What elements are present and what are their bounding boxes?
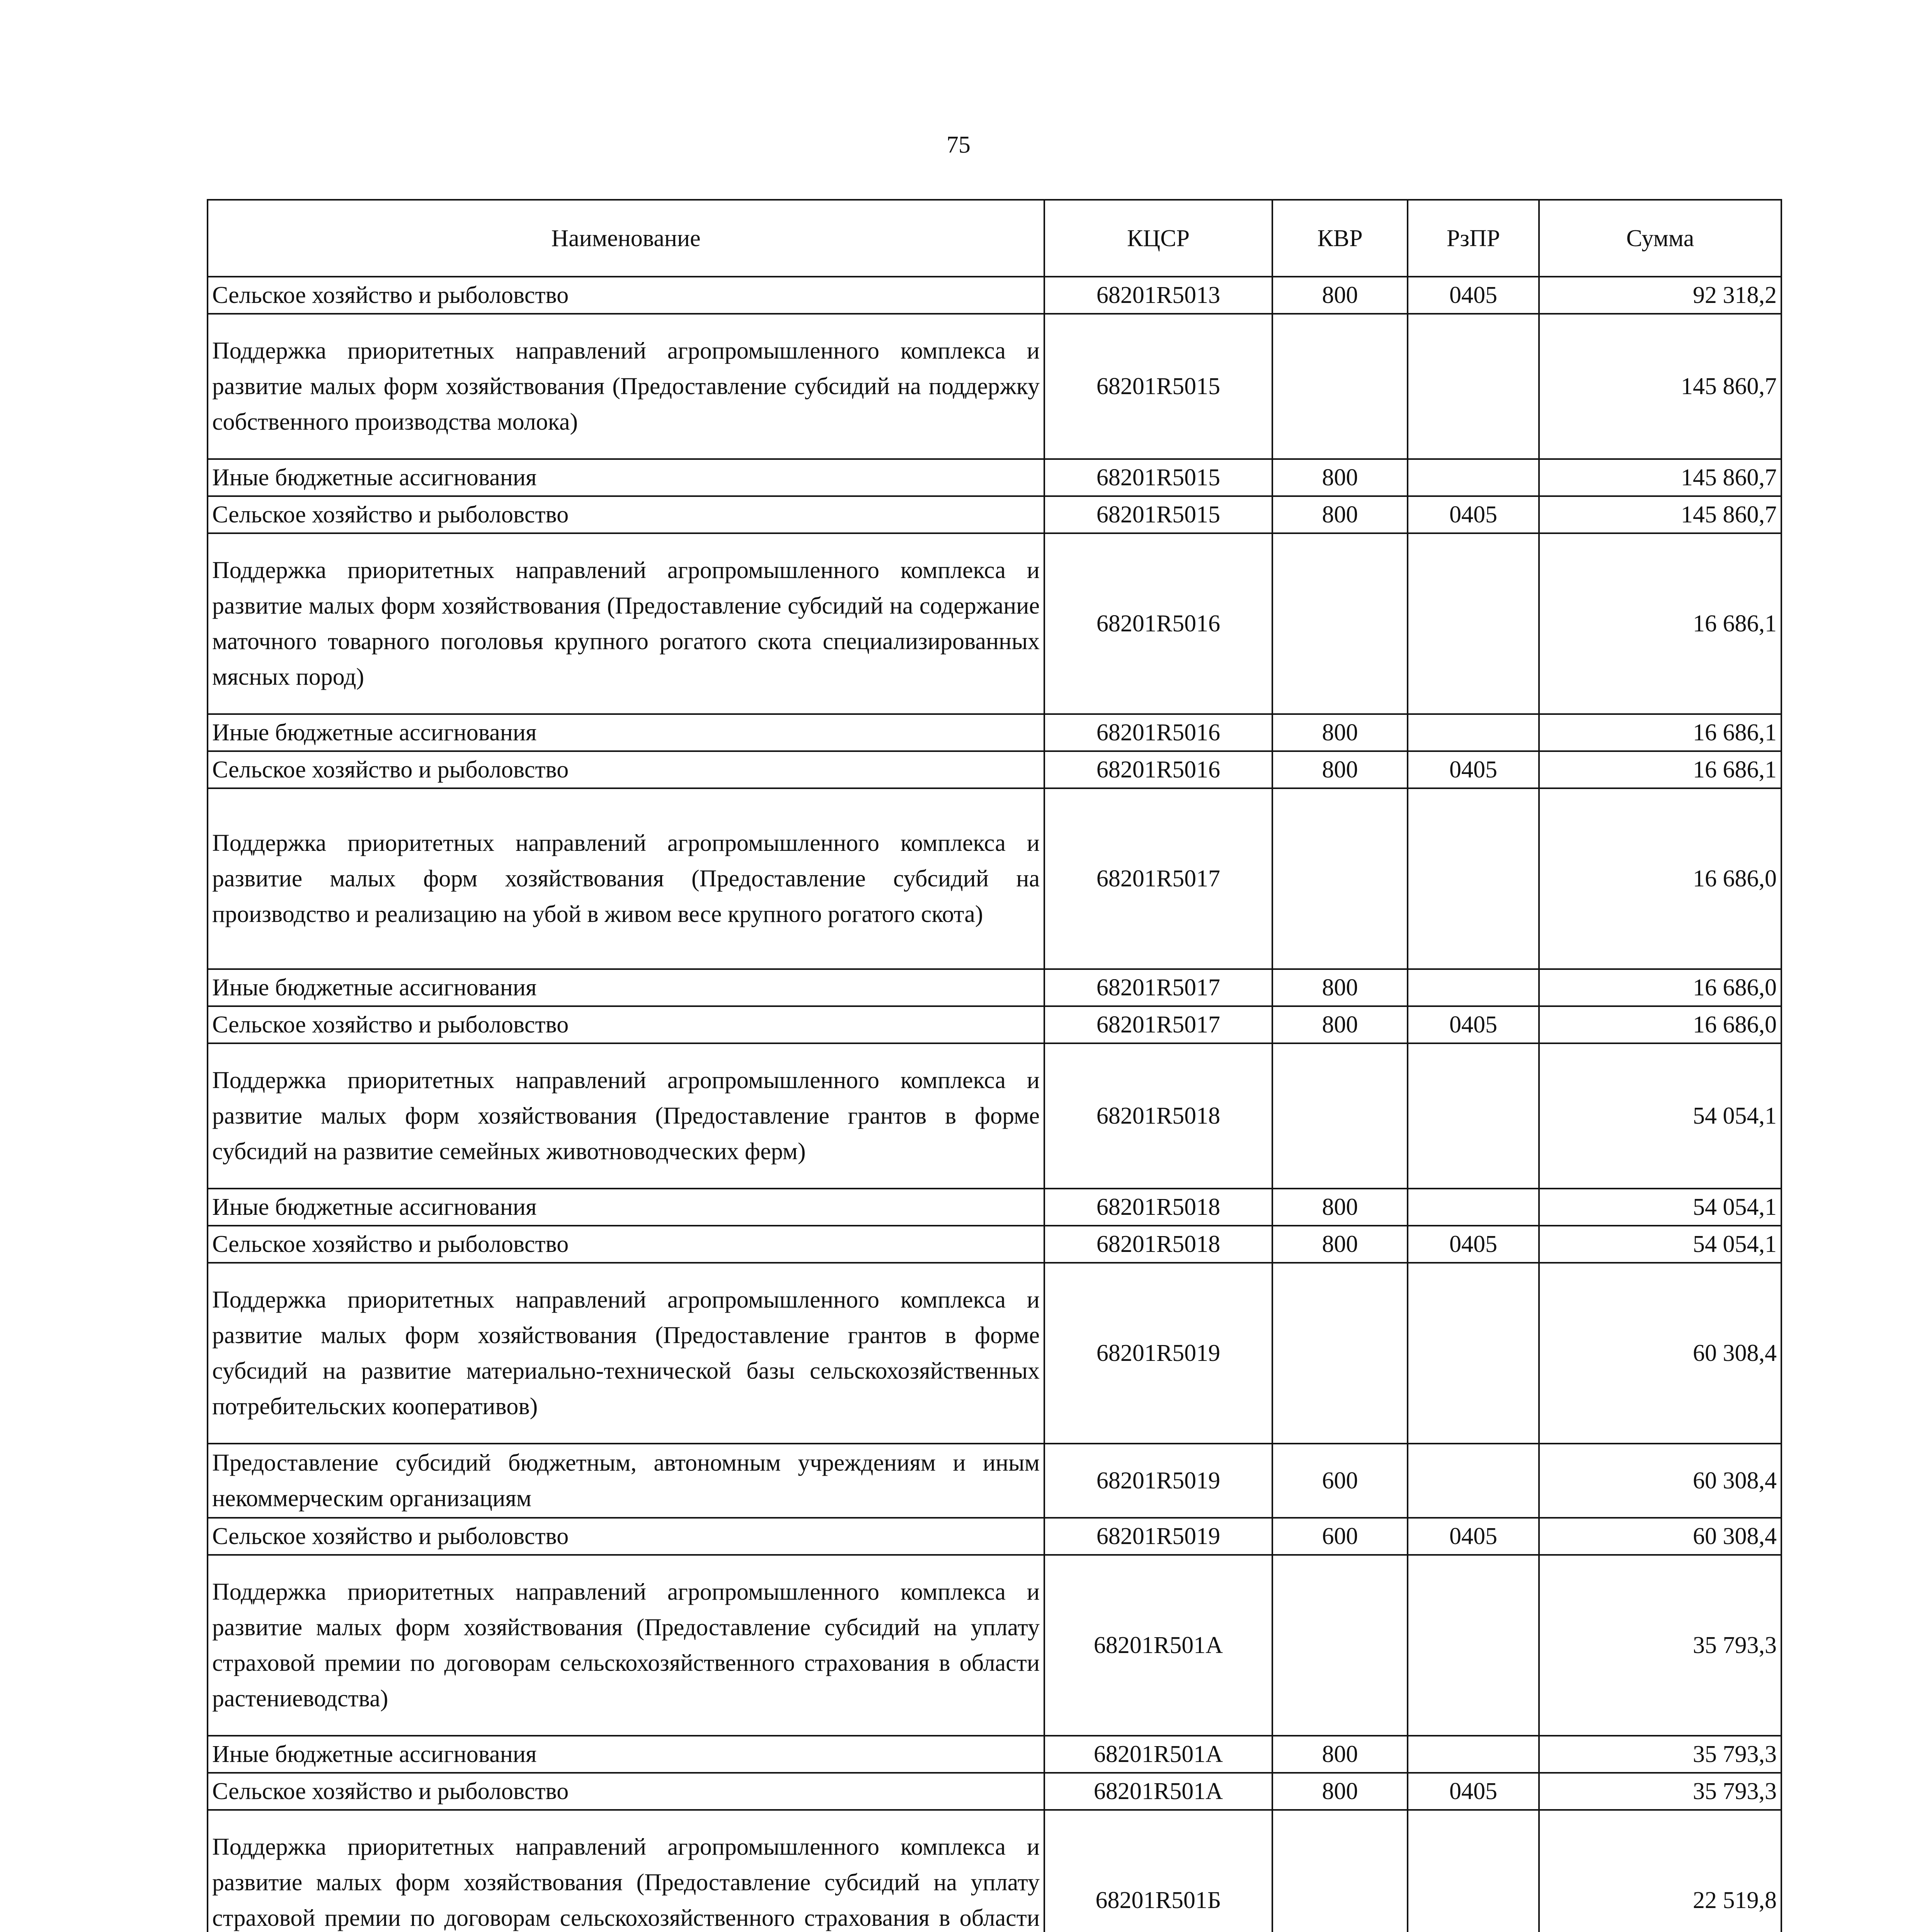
cell-kvr: 600 <box>1272 1518 1408 1555</box>
cell-code: 68201R5016 <box>1044 751 1272 788</box>
table-row <box>208 1006 1781 1043</box>
cell-name: Поддержка приоритетных направлений агропромышленного комплекса и развитие малых форм хозяйствования (Предоставление субсидий на производство и реализацию на убой в живом весе крупного рогатого скота) <box>208 788 1044 969</box>
cell-rzpr <box>1408 533 1539 714</box>
cell-kvr: 600 <box>1272 1444 1408 1518</box>
cell-sum: 145 860,7 <box>1539 496 1781 533</box>
cell-rzpr <box>1408 1736 1539 1773</box>
cell-sum: 22 519,8 <box>1539 1810 1781 1932</box>
header-sum: Сумма <box>1539 200 1781 277</box>
cell-kvr: 800 <box>1272 969 1408 1006</box>
cell-rzpr <box>1408 1189 1539 1226</box>
cell-code: 68201R501А <box>1044 1736 1272 1773</box>
cell-sum: 145 860,7 <box>1539 459 1781 496</box>
cell-name: Сельское хозяйство и рыболовство <box>208 751 1044 788</box>
header-code: КЦСР <box>1044 200 1272 277</box>
cell-name: Сельское хозяйство и рыболовство <box>208 277 1044 314</box>
table-row <box>208 1555 1781 1736</box>
cell-kvr: 800 <box>1272 496 1408 533</box>
cell-sum: 60 308,4 <box>1539 1444 1781 1518</box>
cell-rzpr <box>1408 969 1539 1006</box>
cell-code: 68201R5013 <box>1044 277 1272 314</box>
cell-kvr: 800 <box>1272 714 1408 751</box>
cell-name: Сельское хозяйство и рыболовство <box>208 1773 1044 1810</box>
table-row <box>208 1263 1781 1444</box>
cell-rzpr: 0405 <box>1408 1773 1539 1810</box>
table-row <box>208 1189 1781 1226</box>
cell-rzpr <box>1408 788 1539 969</box>
page-number: 75 <box>947 132 970 158</box>
cell-name: Поддержка приоритетных направлений агропромышленного комплекса и развитие малых форм хозяйствования (Предоставление грантов в форме субсидий на развитие материально-технической базы сельскохозяйственных потребительских кооперативов) <box>208 1263 1044 1444</box>
cell-sum: 16 686,1 <box>1539 751 1781 788</box>
cell-rzpr <box>1408 1263 1539 1444</box>
header-rzpr: РзПР <box>1408 200 1539 277</box>
table-row <box>208 714 1781 751</box>
cell-name: Иные бюджетные ассигнования <box>208 459 1044 496</box>
cell-rzpr <box>1408 1444 1539 1518</box>
cell-rzpr <box>1408 314 1539 459</box>
cell-kvr <box>1272 533 1408 714</box>
cell-code: 68201R5017 <box>1044 1006 1272 1043</box>
cell-sum: 16 686,1 <box>1539 533 1781 714</box>
cell-name: Поддержка приоритетных направлений агропромышленного комплекса и развитие малых форм хозяйствования (Предоставление субсидий на уплату страховой премии по договорам сельскохозяйственного страхования в области растениеводства) <box>208 1555 1044 1736</box>
table-row <box>208 1043 1781 1189</box>
cell-name: Поддержка приоритетных направлений агропромышленного комплекса и развитие малых форм хозяйствования (Предоставление грантов в форме субсидий на развитие семейных животноводческих ферм) <box>208 1043 1044 1189</box>
cell-rzpr <box>1408 1810 1539 1932</box>
table-row <box>208 314 1781 459</box>
cell-rzpr <box>1408 1555 1539 1736</box>
cell-sum: 54 054,1 <box>1539 1189 1781 1226</box>
cell-code: 68201R501Б <box>1044 1810 1272 1932</box>
cell-code: 68201R5017 <box>1044 969 1272 1006</box>
cell-code: 68201R5015 <box>1044 496 1272 533</box>
cell-kvr: 800 <box>1272 1189 1408 1226</box>
cell-sum: 92 318,2 <box>1539 277 1781 314</box>
cell-kvr: 800 <box>1272 1226 1408 1263</box>
cell-sum: 35 793,3 <box>1539 1736 1781 1773</box>
cell-sum: 54 054,1 <box>1539 1226 1781 1263</box>
cell-name: Иные бюджетные ассигнования <box>208 714 1044 751</box>
cell-sum: 35 793,3 <box>1539 1773 1781 1810</box>
cell-code: 68201R5019 <box>1044 1444 1272 1518</box>
cell-rzpr: 0405 <box>1408 1518 1539 1555</box>
cell-name: Предоставление субсидий бюджетным, автономным учреждениям и иным некоммерческим организациям <box>208 1444 1044 1518</box>
cell-name: Поддержка приоритетных направлений агропромышленного комплекса и развитие малых форм хозяйствования (Предоставление субсидий на поддержку собственного производства молока) <box>208 314 1044 459</box>
table-row <box>208 969 1781 1006</box>
table-row <box>208 1810 1781 1932</box>
cell-name: Сельское хозяйство и рыболовство <box>208 1226 1044 1263</box>
cell-kvr: 800 <box>1272 459 1408 496</box>
header-kvr: КВР <box>1272 200 1408 277</box>
cell-name: Сельское хозяйство и рыболовство <box>208 1006 1044 1043</box>
cell-rzpr <box>1408 1043 1539 1189</box>
cell-sum: 16 686,1 <box>1539 714 1781 751</box>
table-row <box>208 1773 1781 1810</box>
table-row <box>208 459 1781 496</box>
table-row <box>208 1736 1781 1773</box>
cell-rzpr <box>1408 714 1539 751</box>
cell-kvr <box>1272 314 1408 459</box>
cell-code: 68201R501А <box>1044 1773 1272 1810</box>
cell-kvr: 800 <box>1272 751 1408 788</box>
cell-name: Сельское хозяйство и рыболовство <box>208 1518 1044 1555</box>
cell-name: Поддержка приоритетных направлений агропромышленного комплекса и развитие малых форм хозяйствования (Предоставление субсидий на содержание маточного товарного поголовья крупного рогатого скота специализированных мясных пород) <box>208 533 1044 714</box>
cell-rzpr: 0405 <box>1408 1226 1539 1263</box>
table-row <box>208 1444 1781 1518</box>
cell-sum: 60 308,4 <box>1539 1263 1781 1444</box>
cell-name: Иные бюджетные ассигнования <box>208 1736 1044 1773</box>
cell-code: 68201R5016 <box>1044 533 1272 714</box>
cell-sum: 16 686,0 <box>1539 969 1781 1006</box>
cell-kvr: 800 <box>1272 1736 1408 1773</box>
cell-code: 68201R5015 <box>1044 459 1272 496</box>
cell-sum: 145 860,7 <box>1539 314 1781 459</box>
cell-rzpr: 0405 <box>1408 496 1539 533</box>
cell-code: 68201R5017 <box>1044 788 1272 969</box>
cell-name: Поддержка приоритетных направлений агропромышленного комплекса и развитие малых форм хозяйствования (Предоставление субсидий на уплату страховой премии по договорам сельскохозяйственного страхования в области <box>208 1810 1044 1932</box>
table-row <box>208 496 1781 533</box>
cell-rzpr: 0405 <box>1408 751 1539 788</box>
cell-name: Иные бюджетные ассигнования <box>208 969 1044 1006</box>
cell-rzpr: 0405 <box>1408 1006 1539 1043</box>
cell-sum: 60 308,4 <box>1539 1518 1781 1555</box>
cell-code: 68201R5016 <box>1044 714 1272 751</box>
cell-sum: 16 686,0 <box>1539 788 1781 969</box>
cell-rzpr <box>1408 459 1539 496</box>
cell-rzpr: 0405 <box>1408 277 1539 314</box>
cell-code: 68201R5015 <box>1044 314 1272 459</box>
cell-kvr: 800 <box>1272 277 1408 314</box>
cell-name: Иные бюджетные ассигнования <box>208 1189 1044 1226</box>
header-name: Наименование <box>208 200 1044 277</box>
table-row <box>208 1518 1781 1555</box>
cell-name: Сельское хозяйство и рыболовство <box>208 496 1044 533</box>
cell-kvr <box>1272 1263 1408 1444</box>
cell-kvr: 800 <box>1272 1006 1408 1043</box>
table-row <box>208 788 1781 969</box>
cell-sum: 16 686,0 <box>1539 1006 1781 1043</box>
cell-kvr <box>1272 1810 1408 1932</box>
cell-kvr <box>1272 1043 1408 1189</box>
table-header-row <box>208 200 1781 277</box>
budget-table <box>207 199 1782 1932</box>
cell-kvr: 800 <box>1272 1773 1408 1810</box>
cell-sum: 54 054,1 <box>1539 1043 1781 1189</box>
cell-code: 68201R5018 <box>1044 1043 1272 1189</box>
cell-code: 68201R5019 <box>1044 1518 1272 1555</box>
cell-code: 68201R5019 <box>1044 1263 1272 1444</box>
table-row <box>208 1226 1781 1263</box>
table-row <box>208 533 1781 714</box>
cell-code: 68201R5018 <box>1044 1189 1272 1226</box>
cell-kvr <box>1272 1555 1408 1736</box>
cell-code: 68201R501А <box>1044 1555 1272 1736</box>
cell-sum: 35 793,3 <box>1539 1555 1781 1736</box>
cell-kvr <box>1272 788 1408 969</box>
cell-code: 68201R5018 <box>1044 1226 1272 1263</box>
table-body <box>208 277 1781 1932</box>
table-row <box>208 277 1781 314</box>
table-row <box>208 751 1781 788</box>
